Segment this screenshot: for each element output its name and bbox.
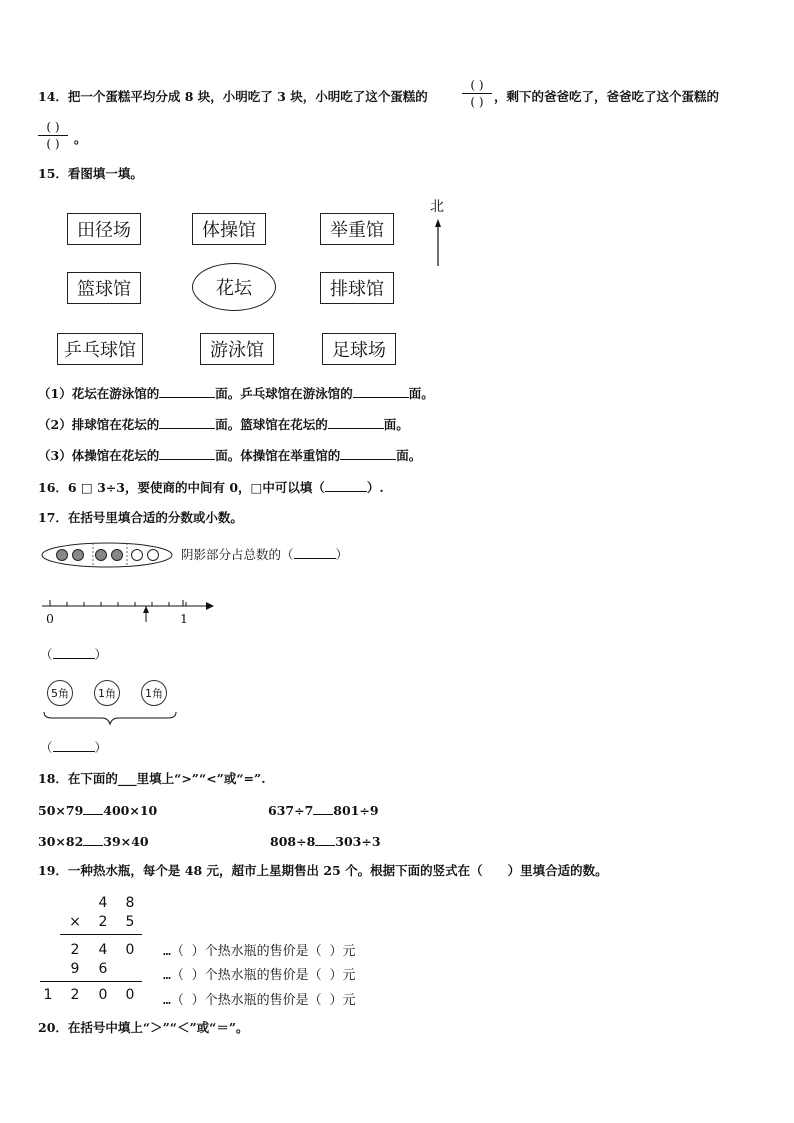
q19-note-3[interactable]: …（ ）个热水瓶的售价是（ ）元 [163, 993, 356, 1008]
paren-close: ） [94, 740, 108, 755]
q17-title: 17．在括号里填合适的分数或小数。 [38, 510, 243, 525]
expr-left: 808÷8 [270, 834, 316, 849]
fraction-numerator: ( ) [46, 120, 60, 134]
fraction-bar [38, 135, 68, 136]
digit: 2 [98, 914, 108, 930]
q18-item-3 [38, 833, 149, 850]
answer-blank[interactable] [83, 833, 103, 846]
q14-text-a: 14．把一个蛋糕平均分成 8 块，小明吃了 3 块，小明吃了这个蛋糕的 [38, 89, 428, 104]
fraction-numerator: ( ) [470, 78, 484, 92]
divider-line [40, 981, 142, 982]
q19-note-1[interactable]: …（ ）个热水瓶的售价是（ ）元 [163, 944, 356, 959]
fraction-denominator: ( ) [46, 137, 60, 151]
answer-blank[interactable] [53, 646, 95, 659]
place-pingpang: 乒乓球馆 [57, 333, 143, 365]
answer-blank[interactable] [340, 447, 396, 460]
place-zuqiu: 足球场 [322, 333, 396, 365]
place-huatan: 花坛 [192, 263, 276, 311]
fraction-denominator: ( ) [470, 95, 484, 109]
expr-right: 400×10 [103, 803, 158, 818]
place-paiqiu: 排球馆 [320, 272, 394, 304]
times-sign: × [69, 914, 81, 930]
north-arrow-icon [430, 218, 446, 268]
answer-blank[interactable] [313, 802, 333, 815]
answer-blank[interactable] [53, 739, 95, 752]
q19-note-2[interactable]: …（ ）个热水瓶的售价是（ ）元 [163, 968, 356, 983]
answer-blank[interactable] [159, 385, 215, 398]
q15-line-2-a: （2）排球馆在花坛的 [38, 417, 160, 432]
q15-title: 15．看图填一填。 [38, 166, 143, 181]
q14-fraction-blank-2[interactable] [38, 120, 68, 151]
q16-text [38, 479, 384, 496]
q18-title: 18．在下面的___里填上“>”“<”或“=”. [38, 771, 266, 786]
digit: 0 [98, 987, 108, 1003]
q15-line-2-c: 面。 [383, 417, 409, 432]
place-juzhong: 举重馆 [320, 213, 394, 245]
expr-left: 30×82 [38, 834, 84, 849]
expr-left: 637÷7 [268, 803, 314, 818]
number-line-end-label: 1 [180, 611, 188, 626]
q15-line-3-a: （3）体操馆在花坛的 [38, 448, 160, 463]
q16-text-end: ）. [366, 480, 384, 495]
answer-blank[interactable] [83, 802, 103, 815]
q17-number-line-answer [40, 646, 107, 663]
q14-text [38, 89, 428, 105]
q18-item-4 [270, 833, 381, 850]
q20-title: 20．在括号中填上“＞”“＜”或“＝”。 [38, 1020, 249, 1035]
paren-open: （ [40, 740, 53, 755]
q15-line-1-c: 面。 [408, 386, 434, 401]
digit: 4 [98, 895, 108, 911]
place-tianjing: 田径场 [67, 213, 141, 245]
paren-open: （ [40, 647, 53, 662]
number-line [40, 596, 218, 624]
q17-coin-answer [40, 739, 107, 756]
digit: 9 [70, 961, 80, 977]
q18-item-1 [38, 802, 157, 819]
q15-line-1-a: （1）花坛在游泳馆的 [38, 386, 160, 401]
digit: 0 [125, 987, 135, 1003]
digit: 5 [125, 914, 135, 930]
coin-5jiao: 5角 [47, 680, 73, 706]
expr-right: 303÷3 [335, 834, 381, 849]
q15-line-1-b: 面。乒乓球馆在游泳馆的 [215, 386, 353, 401]
q15-line-2-b: 面。篮球馆在花坛的 [215, 417, 328, 432]
digit: 1 [43, 987, 53, 1003]
q15-line-2 [38, 416, 409, 433]
q17-shaded-text: 阴影部分占总数的（ [181, 547, 294, 562]
paren-close: ） [94, 647, 108, 662]
answer-blank[interactable] [315, 833, 335, 846]
q14-text-b: ，剩下的爸爸吃了，爸爸吃了这个蛋糕的 [494, 89, 720, 104]
coin-1jiao: 1角 [141, 680, 167, 706]
q17-shaded-question [181, 546, 348, 563]
digit: 2 [70, 987, 80, 1003]
answer-blank[interactable] [353, 385, 409, 398]
answer-blank[interactable] [159, 447, 215, 460]
brace-icon [42, 710, 178, 726]
expr-left: 50×79 [38, 803, 84, 818]
digit: 0 [125, 942, 135, 958]
q19-title: 19．一种热水瓶，每个是 48 元，超市上星期售出 25 个。根据下面的竖式在（ ）里填合适的数。 [38, 863, 608, 878]
digit: 8 [125, 895, 135, 911]
q14-end-mark: 。 [74, 131, 87, 146]
digit: 6 [98, 961, 108, 977]
q17-shaded-end: ） [335, 547, 349, 562]
number-line-start-label: 0 [46, 611, 54, 626]
place-youyong: 游泳馆 [200, 333, 274, 365]
divider-line [60, 934, 142, 935]
shaded-circles-figure [40, 541, 175, 569]
answer-blank[interactable] [159, 416, 215, 429]
q15-line-3 [38, 447, 421, 464]
answer-blank[interactable] [325, 479, 367, 492]
q14-fraction-blank-1[interactable] [462, 78, 492, 109]
q15-line-3-b: 面。体操馆在举重馆的 [215, 448, 341, 463]
expr-right: 801÷9 [333, 803, 379, 818]
place-ticao: 体操馆 [192, 213, 266, 245]
q18-item-2 [268, 802, 379, 819]
digit: 4 [98, 942, 108, 958]
digit: 2 [70, 942, 80, 958]
answer-blank[interactable] [328, 416, 384, 429]
answer-blank[interactable] [294, 546, 336, 559]
q15-line-3-c: 面。 [396, 448, 422, 463]
place-lanqiu: 篮球馆 [67, 272, 141, 304]
q15-line-1 [38, 385, 434, 402]
coin-1jiao: 1角 [94, 680, 120, 706]
expr-right: 39×40 [103, 834, 149, 849]
fraction-bar [462, 93, 492, 94]
q16-text-main: 16．6 □ 3÷3，要使商的中间有 0，□中可以填（ [38, 480, 325, 495]
north-label: 北 [430, 199, 444, 215]
